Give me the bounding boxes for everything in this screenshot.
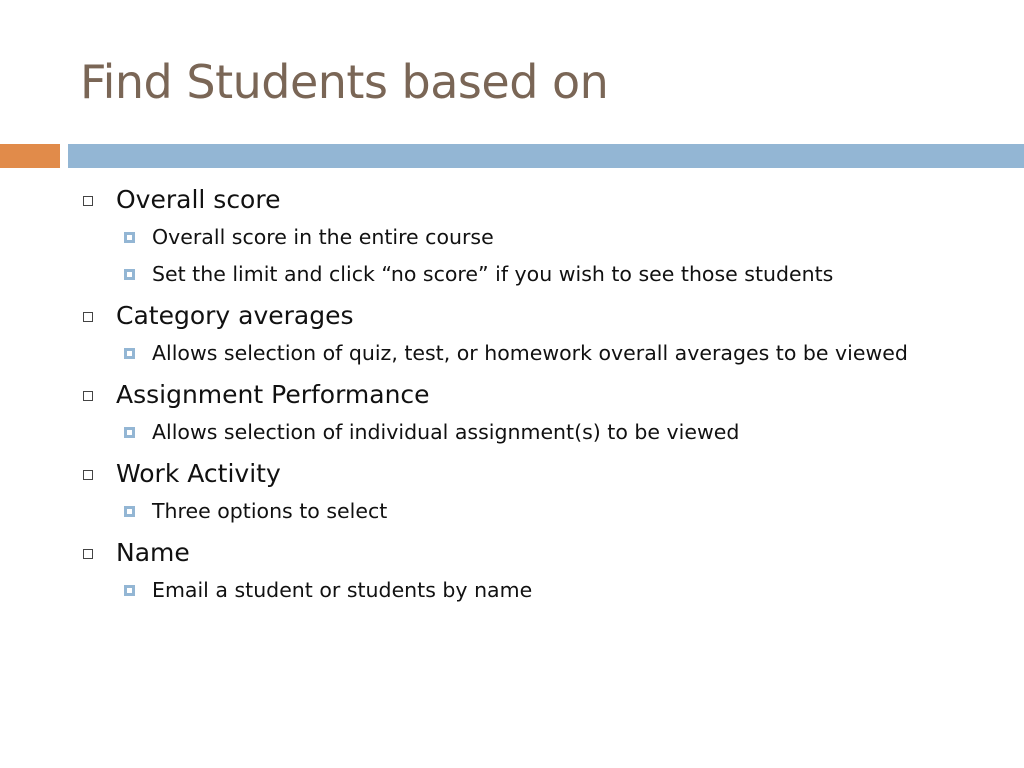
- sub-bullet-list: [116, 417, 980, 447]
- sub-bullet-text: Allows selection of individual assignment(s) to be viewed: [152, 420, 740, 444]
- sub-bullet-text: Three options to select: [152, 499, 388, 523]
- sub-bullet-text: Set the limit and click “no score” if you wish to see those students: [152, 262, 834, 286]
- sub-bullet: [116, 259, 980, 289]
- bullet-label: Assignment Performance: [116, 380, 430, 409]
- sub-bullet-list: [116, 222, 980, 289]
- filled-square-icon: [124, 348, 135, 359]
- bullet-category-averages: [80, 299, 980, 368]
- bullet-list: [80, 183, 980, 605]
- hollow-square-icon: [83, 470, 93, 480]
- sub-bullet: [116, 496, 980, 526]
- sub-bullet: [116, 575, 980, 605]
- title-divider-bar: [68, 144, 1024, 168]
- sub-bullet: [116, 222, 980, 252]
- filled-square-icon: [124, 269, 135, 280]
- sub-bullet: [116, 417, 980, 447]
- bullet-overall-score: [80, 183, 980, 289]
- bullet-assignment-performance: [80, 378, 980, 447]
- filled-square-icon: [124, 232, 135, 243]
- sub-bullet-list: [116, 575, 980, 605]
- bullet-label: Work Activity: [116, 459, 281, 488]
- hollow-square-icon: [83, 312, 93, 322]
- hollow-square-icon: [83, 549, 93, 559]
- sub-bullet-text: Overall score in the entire course: [152, 225, 494, 249]
- sub-bullet-list: [116, 338, 980, 368]
- bullet-name: [80, 536, 980, 605]
- hollow-square-icon: [83, 391, 93, 401]
- bullet-work-activity: [80, 457, 980, 526]
- bullet-label: Category averages: [116, 301, 354, 330]
- slide-title: Find Students based on: [80, 55, 609, 109]
- title-accent-bar: [0, 144, 60, 168]
- sub-bullet-list: [116, 496, 980, 526]
- hollow-square-icon: [83, 196, 93, 206]
- filled-square-icon: [124, 427, 135, 438]
- sub-bullet-text: Allows selection of quiz, test, or homework overall averages to be viewed: [152, 341, 908, 365]
- sub-bullet: [116, 338, 980, 368]
- filled-square-icon: [124, 506, 135, 517]
- bullet-label: Overall score: [116, 185, 281, 214]
- sub-bullet-text: Email a student or students by name: [152, 578, 533, 602]
- bullet-label: Name: [116, 538, 190, 567]
- filled-square-icon: [124, 585, 135, 596]
